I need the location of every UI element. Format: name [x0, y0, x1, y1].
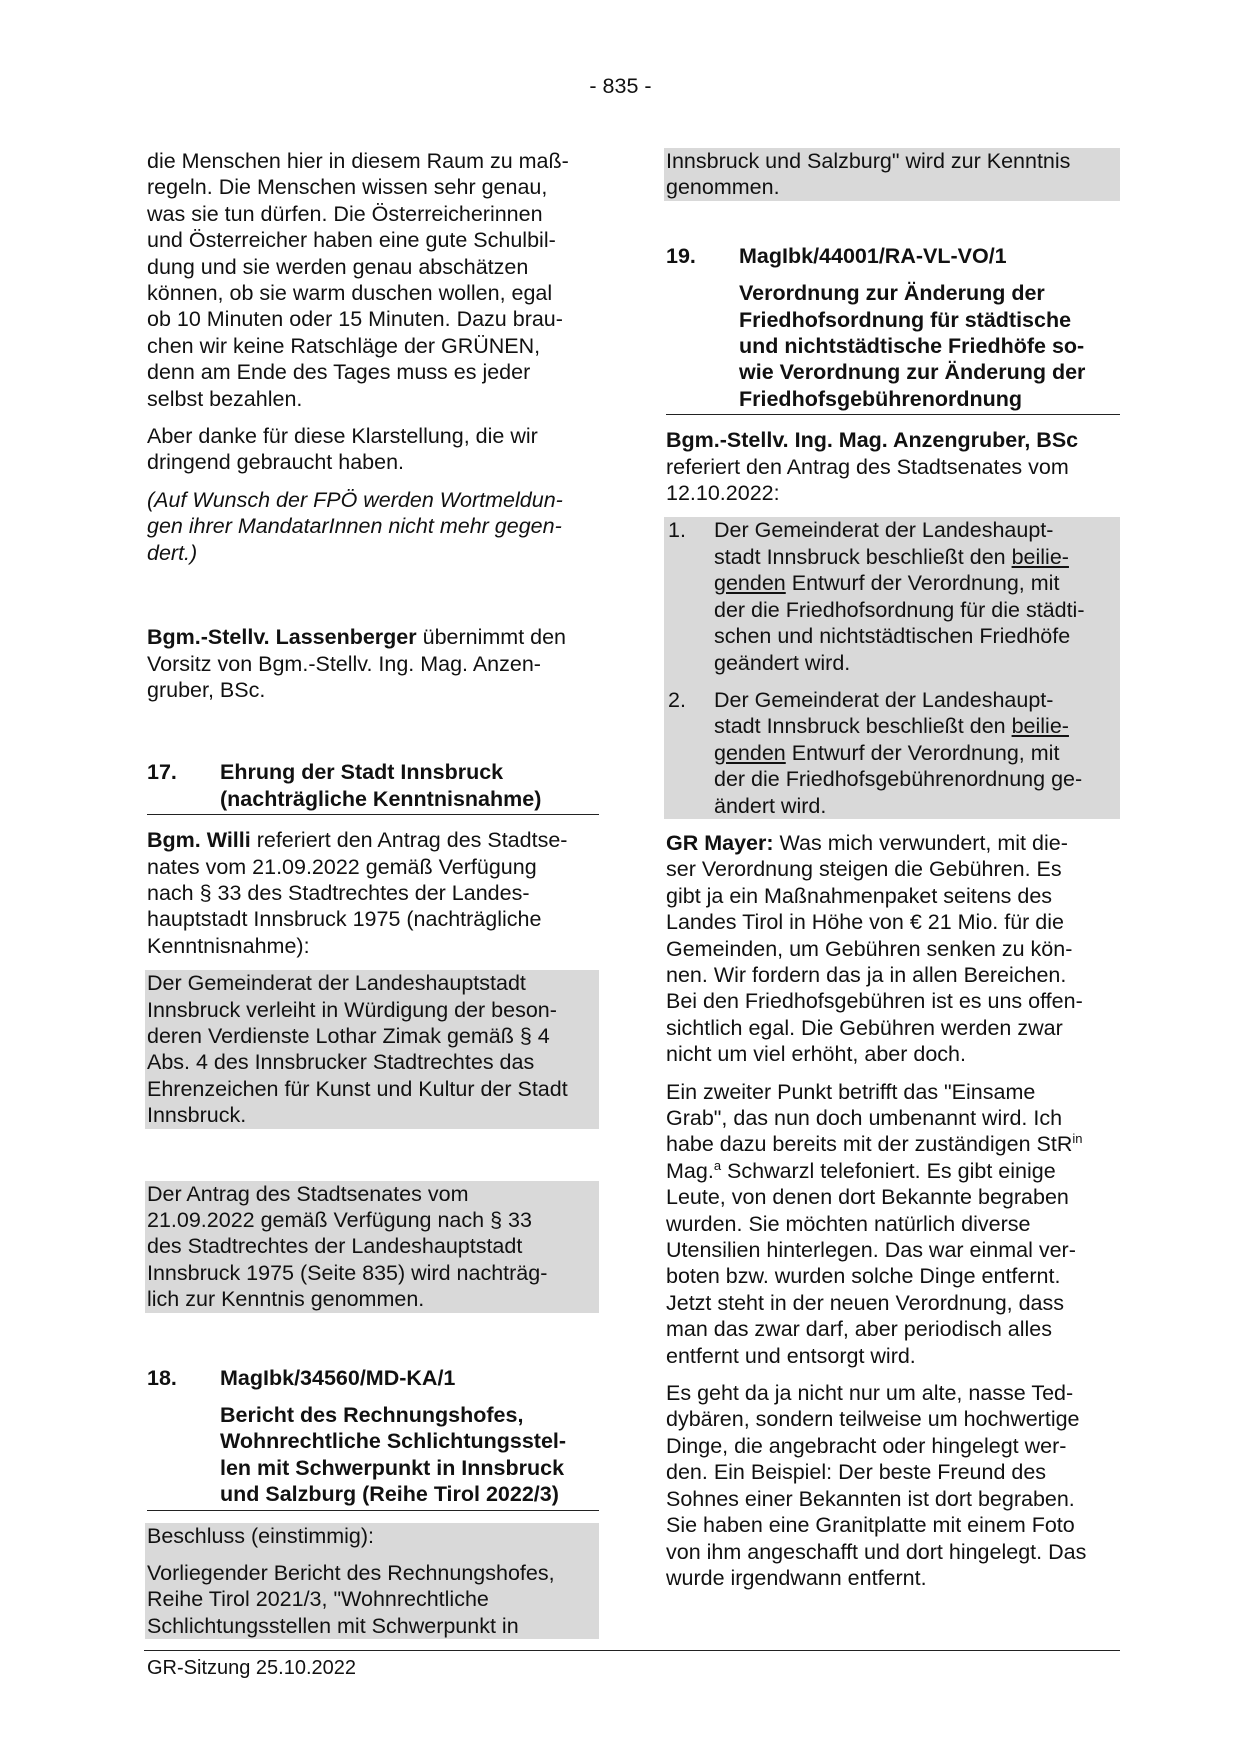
decision-box-continued: Innsbruck und Salzburg" wird zur Kenntnis genommen. — [664, 148, 1120, 201]
paragraph-fpoe-note: (Auf Wunsch der FPÖ werden Wortmeldun- gen ihrer MandatarInnen nicht mehr gegen- dert.) — [147, 487, 563, 565]
speaker-name: Bgm.-Stellv. Lassenberger — [147, 625, 417, 650]
motion-box-item-19 — [664, 517, 1120, 818]
motion-box-item-17: Der Gemeinderat der Landeshauptstadt Innsbruck verleiht in Würdigung der beson- deren Verdienste Lothar Zimak gemäß § 4 Abs. 4 des Innsbrucker Stadtrechtes das Ehrenzeichen für Kunst und Kultur der Stadt Innsbruck. — [145, 970, 599, 1128]
agenda-item-19-heading — [666, 243, 1120, 415]
right-column — [666, 148, 1120, 1602]
result-box-item-17: Der Antrag des Stadtsenates vom 21.09.2022 gemäß Verfügung nach § 33 des Stadtrechtes der Landeshauptstadt Innsbruck 1975 (Seite 835) wird nachträg- lich zur Kenntnis genommen. — [145, 1181, 599, 1313]
agenda-number: 19. — [666, 243, 696, 268]
motion-list-item: 1. Der Gemeinderat der Landeshaupt- stadt Innsbruck beschließt den beilie- genden Entwurf der Verordnung, mit der die Friedhofsordnung für die städti- schen und nichtstädtischen Friedhöfe geändert wird. — [668, 518, 1085, 675]
agenda-title: Verordnung zur Änderung der Friedhofsordnung für städtische und nichtstädtische Friedhöfe so- wie Verordnung zur Änderung der Friedhofsgebührenordnung — [739, 281, 1086, 411]
paragraph-item-17-intro: Bgm. Willi referiert den Antrag des Stadtse- nates vom 21.09.2022 gemäß Verfügung nach § 33 des Stadtrechtes der Landes- hauptstadt Innsbruck 1975 (nachträgliche Kenntnisnahme): — [147, 828, 568, 958]
paragraph-mayer-1: GR Mayer: Was mich verwundert, mit die- ser Verordnung steigen die Gebühren. Es gibt ja ein Maßnahmenpaket seitens des Landes Tirol in Höhe von € 21 Mio. für die Gemeinden, um Gebühren senken zu kön- nen. Wir fordern das ja in allen Bereichen. Bei den Friedhofsgebühren ist es uns offen- sichtlich egal. Die Gebühren werden zwar nicht um viel erhöht, aber doch. — [666, 830, 1083, 1067]
agenda-number: 17. — [147, 760, 177, 785]
footer-session-date: GR-Sitzung 25.10.2022 — [147, 1657, 357, 1679]
footer-divider — [144, 1650, 1120, 1651]
speaker-name: Bgm. Willi — [147, 828, 251, 853]
paragraph-chair-change: Bgm.-Stellv. Lassenberger übernimmt den Vorsitz von Bgm.-Stellv. Ing. Mag. Anzen- gruber, BSc. — [147, 625, 567, 702]
motion-list-item: 2. Der Gemeinderat der Landeshaupt- stadt Innsbruck beschließt den beilie- genden Entwurf der Verordnung, mit der die Friedhofsgebührenordnung ge- ändert wird. — [668, 687, 1083, 818]
decision-box-item-18: Beschluss (einstimmig): Vorliegender Bericht des Rechnungshofes, Reihe Tirol 2021/3, "Wohnrechtliche Schlichtungsstellen mit Schwerpunkt in — [145, 1523, 599, 1640]
paragraph-item-19-intro: Bgm.-Stellv. Ing. Mag. Anzengruber, BSc referiert den Antrag des Stadtsenates vom 12.10.2022: — [666, 428, 1079, 506]
paragraph-mayer-2: Ein zweiter Punkt betrifft das "Einsame Grab", das nun doch umbenannt wird. Ich habe dazu bereits mit der zuständigen StR$^{in}$ Mag.$^a$ Schwarzl telefoniert. Es gibt einige Leute, von denen dort Bekannte begraben wurden. Sie möchten natürlich diverse Utensilien hinterlegen. Das war einmal ver- boten bzw. wurden solche Dinge entfernt. Jetzt steht in der neuen Verordnung, dass man das zwar darf, aber periodisch alles entfernt und entsorgt wird. — [666, 1079, 1083, 1368]
speaker-name: GR Mayer: — [666, 830, 774, 855]
agenda-title: Bericht des Rechnungshofes, Wohnrechtliche Schlichtungsstel- len mit Schwerpunkt in Innsbruck und Salzburg (Reihe Tirol 2022/3) — [220, 1403, 567, 1507]
agenda-item-17-heading: 17. Ehrung der Stadt Innsbruck (nachträgliche Kenntnisnahme) — [147, 759, 599, 815]
agenda-item-18-heading — [147, 1365, 599, 1511]
agenda-number: 18. — [147, 1365, 177, 1390]
speaker-name: Bgm.-Stellv. Ing. Mag. Anzengruber, BSc — [666, 428, 1079, 453]
left-column — [147, 148, 599, 1639]
paragraph-speech-end: die Menschen hier in diesem Raum zu maß- regeln. Die Menschen wissen sehr genau, was sie tun dürfen. Die Österreicherinnen und Österreicher haben eine gute Schulbil- dung und sie werden genau abschätzen können, ob sie warm duschen wollen, egal ob 10 Minuten oder 15 Minuten. Dazu brau- chen wir keine Ratschläge der GRÜNEN, denn am Ende des Tages muss es jeder selbst bezahlen. — [147, 149, 569, 411]
page-number: - 835 - — [589, 74, 652, 98]
agenda-code: MagIbk/34560/MD-KA/1 — [220, 1365, 456, 1390]
agenda-code: MagIbk/44001/RA-VL-VO/1 — [739, 243, 1007, 268]
paragraph-thanks: Aber danke für diese Klarstellung, die wir dringend gebraucht haben. — [147, 424, 538, 475]
paragraph-mayer-3: Es geht da ja nicht nur um alte, nasse Ted- dybären, sondern teilweise um hochwertige Dinge, die angebracht oder hingelegt wer- den. Ein Beispiel: Der beste Freund des Sohnes einer Bekannten ist dort begraben. Sie haben eine Granitplatte mit einem Foto von ihm angeschafft und dort hingelegt. Das wurde irgendwann entfernt. — [666, 1381, 1087, 1590]
